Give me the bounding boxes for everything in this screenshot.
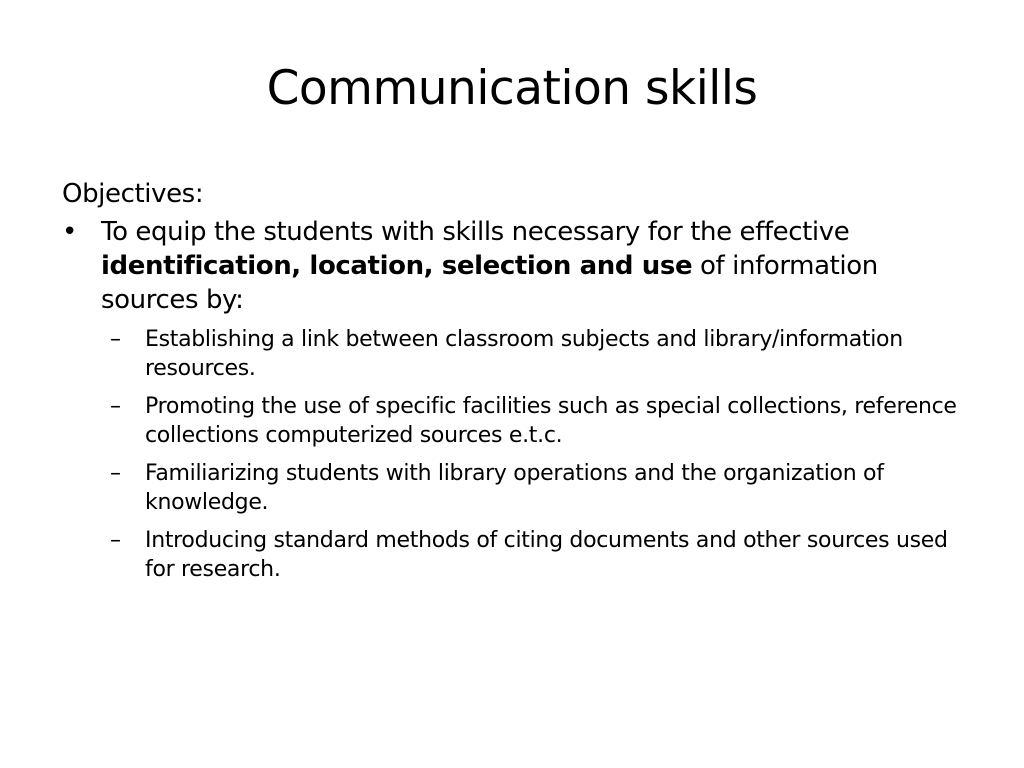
sub-item-text: Promoting the use of specific facilities such as special collections, reference collections computerized sources e.t.c. [145,393,957,448]
dash-icon: – [110,326,121,352]
dash-icon: – [110,393,121,419]
bullet-text-before: To equip the students with skills necessary for the effective [101,216,850,247]
slide-title: Communication skills [266,61,758,116]
objectives-label: Objectives: [62,179,204,209]
bullet-icon: • [62,216,77,247]
dash-icon: – [110,460,121,486]
sub-item-list [62,325,962,584]
sub-item [62,325,962,383]
sub-item-text: Establishing a link between classroom subjects and library/information resources. [145,326,903,381]
slide-body [62,178,962,593]
sub-item [62,526,962,584]
sub-item [62,459,962,517]
sub-item-text: Introducing standard methods of citing documents and other sources used for research. [145,527,948,582]
sub-item-text: Familiarizing students with library operations and the organization of knowledge. [145,460,884,515]
bullet-item [62,215,962,317]
bullet-bold-text: identification, location, selection and use [101,250,693,281]
sub-item [62,392,962,450]
bullet-text-after: of information sources by: [101,250,878,315]
dash-icon: – [110,527,121,553]
